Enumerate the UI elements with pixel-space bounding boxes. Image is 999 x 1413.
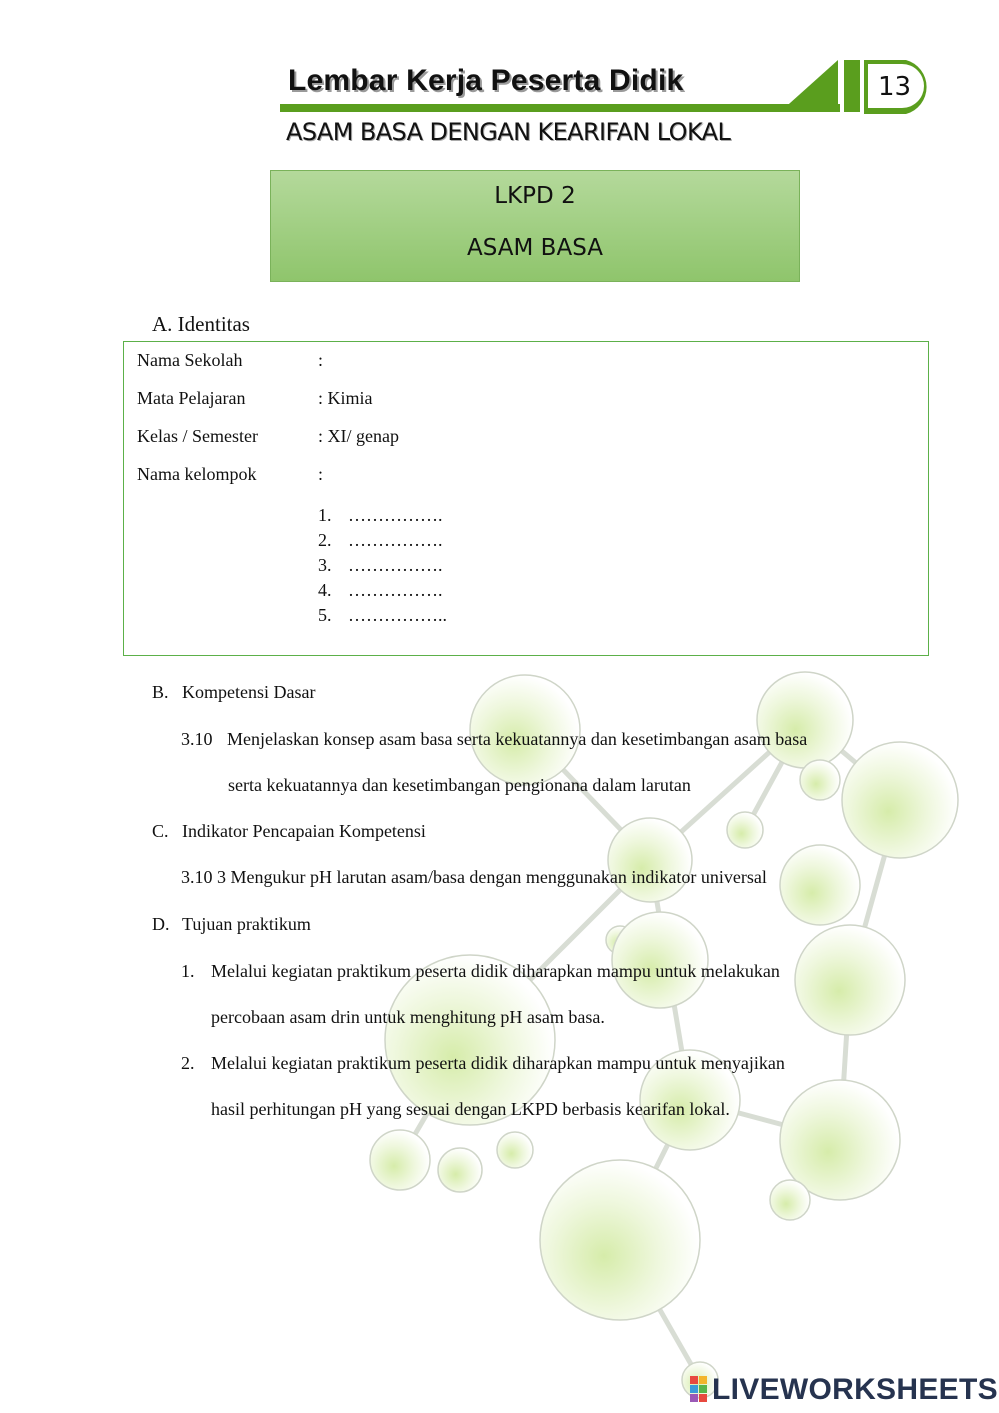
lkpd-topic: ASAM BASA [467,235,603,261]
tujuan-item-2-line-1 [181,1053,785,1074]
group-member-field[interactable] [318,505,443,526]
section-indikator-heading [152,821,426,842]
tujuan-item-1-line-1 [181,961,780,982]
liveworksheets-watermark [690,1373,998,1407]
label-nama-sekolah: Nama Sekolah [137,350,243,370]
section-identitas-heading: A. Identitas [152,312,250,336]
kompetensi-code: 3.10 [181,729,213,749]
liveworksheets-logo-icon [690,1376,708,1402]
member-number: 3. [318,555,332,575]
item-number: 2. [181,1053,195,1073]
label-kelas-semester: Kelas / Semester [137,426,258,446]
section-label: D. [152,914,170,934]
section-kompetensi-heading [152,682,315,703]
group-member-field[interactable] [318,530,443,551]
section-title: Indikator Pencapaian Kompetensi [182,821,426,841]
member-number: 4. [318,580,332,600]
lkpd-title-box [270,170,800,282]
document-subtitle: ASAM BASA DENGAN KEARIFAN LOKAL [286,118,731,146]
section-label: C. [152,821,169,841]
header-underline [280,104,840,112]
item-number: 1. [181,961,195,981]
watermark-text: LIVEWORKSHEETS [712,1373,998,1406]
item-text: Melalui kegiatan praktikum peserta didik diharapkan mampu untuk menyajikan [211,1053,785,1073]
member-blank[interactable]: ……………. [348,530,443,550]
page-number: 13 [878,72,912,102]
value-kelas-semester: : XI/ genap [318,426,399,446]
member-number: 5. [318,605,332,625]
group-member-field[interactable] [318,555,443,576]
lkpd-number: LKPD 2 [494,183,576,209]
item-text: Melalui kegiatan praktikum peserta didik diharapkan mampu untuk melakukan [211,961,780,981]
value-nama-sekolah[interactable]: : [318,350,324,370]
member-number: 2. [318,530,332,550]
value-mata-pelajaran: : Kimia [318,388,373,408]
indikator-text: 3.10 3 Mengukur pH larutan asam/basa dengan menggunakan indikator universal [181,867,767,887]
document-title: Lembar Kerja Peserta Didik [288,64,684,97]
label-mata-pelajaran: Mata Pelajaran [137,388,246,408]
member-number: 1. [318,505,332,525]
section-label: B. [152,682,169,702]
label-nama-kelompok: Nama kelompok [137,464,257,484]
kompetensi-text-2: serta kekuatannya dan kesetimbangan pengionana dalam larutan [228,775,691,795]
section-tujuan-heading [152,914,311,935]
tujuan-item-1-line-2: percobaan asam drin untuk menghitung pH asam basa. [211,1007,605,1027]
kompetensi-line-1 [181,729,807,750]
member-blank[interactable]: ……………. [348,580,443,600]
kompetensi-text-1: Menjelaskan konsep asam basa serta kekuatannya dan kesetimbangan asam basa [227,729,808,749]
group-member-field[interactable] [318,580,443,601]
member-blank[interactable]: ……………. [348,505,443,525]
section-title: Tujuan praktikum [182,914,311,934]
section-title: Kompetensi Dasar [182,682,316,702]
group-member-field[interactable] [318,605,447,626]
member-blank[interactable]: …………….. [348,605,447,625]
member-blank[interactable]: ……………. [348,555,443,575]
tujuan-item-2-line-2: hasil perhitungan pH yang sesuai dengan LKPD berbasis kearifan lokal. [211,1099,730,1119]
value-nama-kelompok: : [318,464,324,484]
